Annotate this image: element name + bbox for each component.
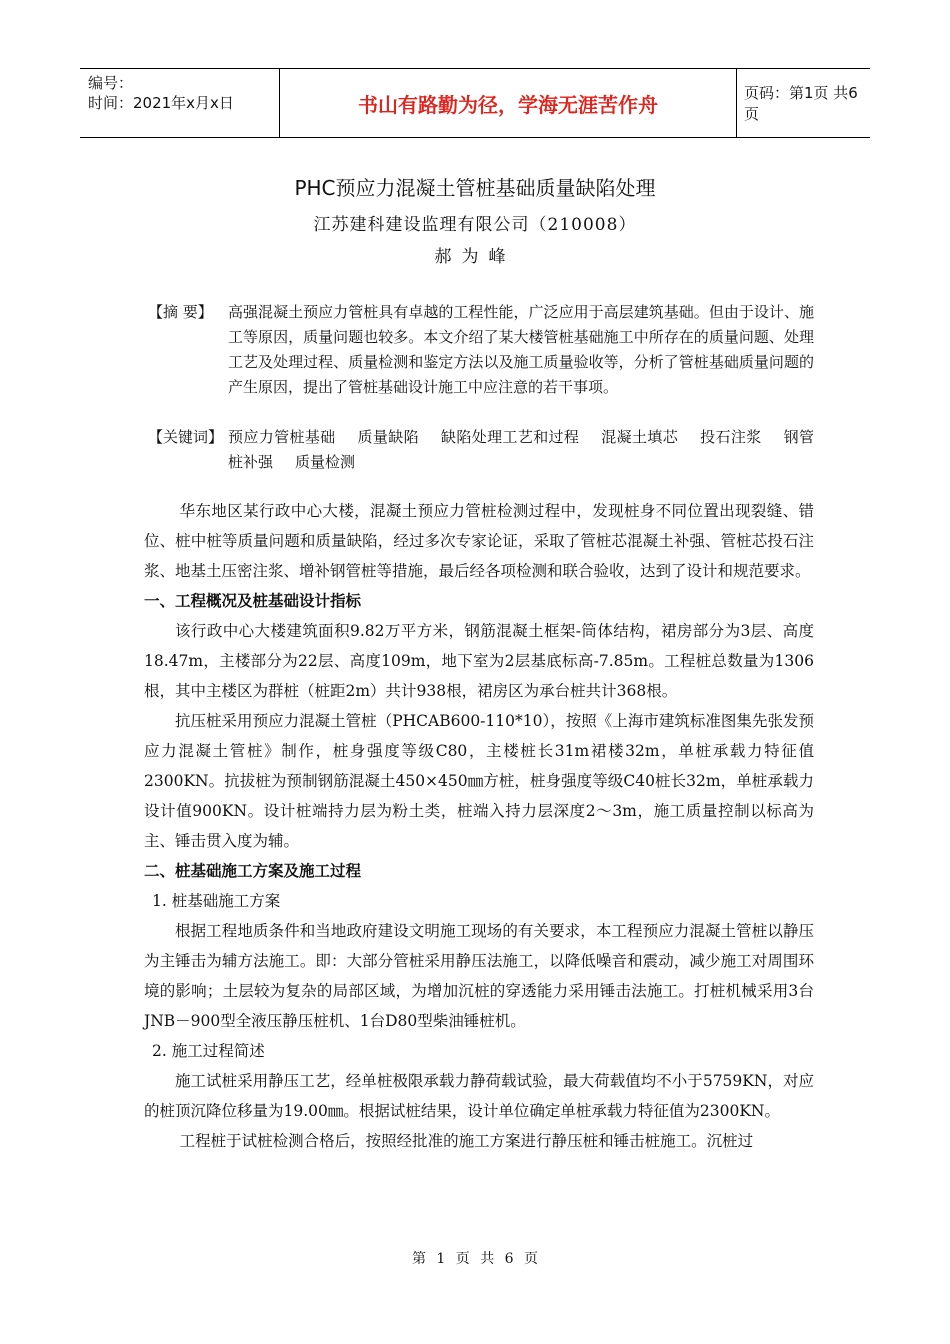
author: 郝为峰 <box>434 247 516 267</box>
keywords <box>148 425 814 475</box>
paragraph: 施工试桩采用静压工艺，经单桩极限承载力静荷载试验，最大荷载值均不小于5759KN，对应的桩顶沉降位移量为19.00㎜。根据试桩结果，设计单位确定单桩承载力特征值为2300KN。 <box>144 1072 814 1120</box>
keyword: 钢管桩补强 <box>228 428 814 471</box>
intro-paragraph: 华东地区某行政中心大楼，混凝土预应力管桩检测过程中，发现桩身不同位置出现裂缝、错位、桩中桩等质量问题和质量缺陷，经过多次专家论证，采取了管桩芯混凝土补强、管桩芯投石注浆、地基土压密注浆、增补钢管桩等措施，最后经各项检测和联合验收，达到了设计和规范要求。 <box>144 502 814 580</box>
paragraph: 该行政中心大楼建筑面积9.82万平方米，钢筋混凝土框架-筒体结构，裙房部分为3层、高度18.47m，主楼部分为22层、高度109m，地下室为2层基底标高-7.85m。工程桩总数量为1306根，其中主楼区为群桩（桩距2m）共计938根，裙房区为承台桩共计368根。 <box>144 622 814 700</box>
body-text <box>144 496 814 1156</box>
organization: 江苏建科建设监理有限公司（210008） <box>313 215 637 235</box>
keyword: 质量缺陷 <box>357 428 420 446</box>
subsection-heading: 1. 桩基础施工方案 <box>152 892 281 910</box>
paragraph: 工程桩于试桩检测合格后，按照经批准的施工方案进行静压桩和锤击桩施工。沉桩过 <box>179 1132 754 1150</box>
page-code: 页码：第1页 共6页 <box>744 84 858 123</box>
abstract <box>148 300 814 400</box>
motto: 书山有路勤为径，学海无涯苦作舟 <box>280 69 737 137</box>
keyword: 预应力管桩基础 <box>228 428 336 446</box>
keyword: 投石注浆 <box>700 428 762 446</box>
abstract-label: 【摘 要】 <box>148 303 213 321</box>
keyword: 质量检测 <box>295 453 356 471</box>
page-footer: 第 1 页 共 6 页 <box>411 1251 539 1267</box>
number-label: 编号： <box>88 74 134 92</box>
header-table <box>80 68 870 138</box>
paragraph: 根据工程地质条件和当地政府建设文明施工现场的有关要求，本工程预应力混凝土管桩以静压为主锤击为辅方法施工。即：大部分管桩采用静压法施工，以降低噪音和震动，减少施工对周围环境的影响；土层较为复杂的局部区域，为增加沉桩的穿透能力采用锤击法施工。打桩机械采用3台JNB－900型全液压静压桩机、1台D80型柴油锤桩机。 <box>144 922 814 1030</box>
header-meta-cell <box>80 69 280 137</box>
paragraph: 抗压桩采用预应力混凝土管桩（PHCAB600-110*10），按照《上海市建筑标准图集先张发预应力混凝土管桩》制作，桩身强度等级C80，主楼桩长31m裙楼32m，单桩承载力特征值2300KN。抗拔桩为预制钢筋混凝土450×450㎜方桩，桩身强度等级C40桩长32m，单桩承载力设计值900KN。设计桩端持力层为粉土类，桩端入持力层深度2～3m，施工质量控制以标高为主、锤击贯入度为辅。 <box>144 712 814 850</box>
document-title: PHC预应力混凝土管桩基础质量缺陷处理 <box>294 176 656 200</box>
section-2-heading: 二、桩基础施工方案及施工过程 <box>144 862 362 880</box>
date-line: 时间：2021年x月x日 <box>88 94 234 112</box>
keyword: 混凝土填芯 <box>601 428 679 446</box>
abstract-text: 高强混凝土预应力管桩具有卓越的工程性能，广泛应用于高层建筑基础。但由于设计、施工等原因，质量问题也较多。本文介绍了某大楼管桩基础施工中所存在的质量问题、处理工艺及处理过程、质量检测和鉴定方法以及施工质量验收等，分析了管桩基础质量问题的产生原因，提出了管桩基础设计施工中应注意的若干事项。 <box>228 303 814 396</box>
section-1-heading: 一、工程概况及桩基础设计指标 <box>144 592 362 610</box>
keywords-list <box>228 425 814 475</box>
keywords-label: 【关键词】 <box>148 428 224 446</box>
keyword: 缺陷处理工艺和过程 <box>441 428 580 446</box>
subsection-heading: 2. 施工过程简述 <box>152 1042 265 1060</box>
